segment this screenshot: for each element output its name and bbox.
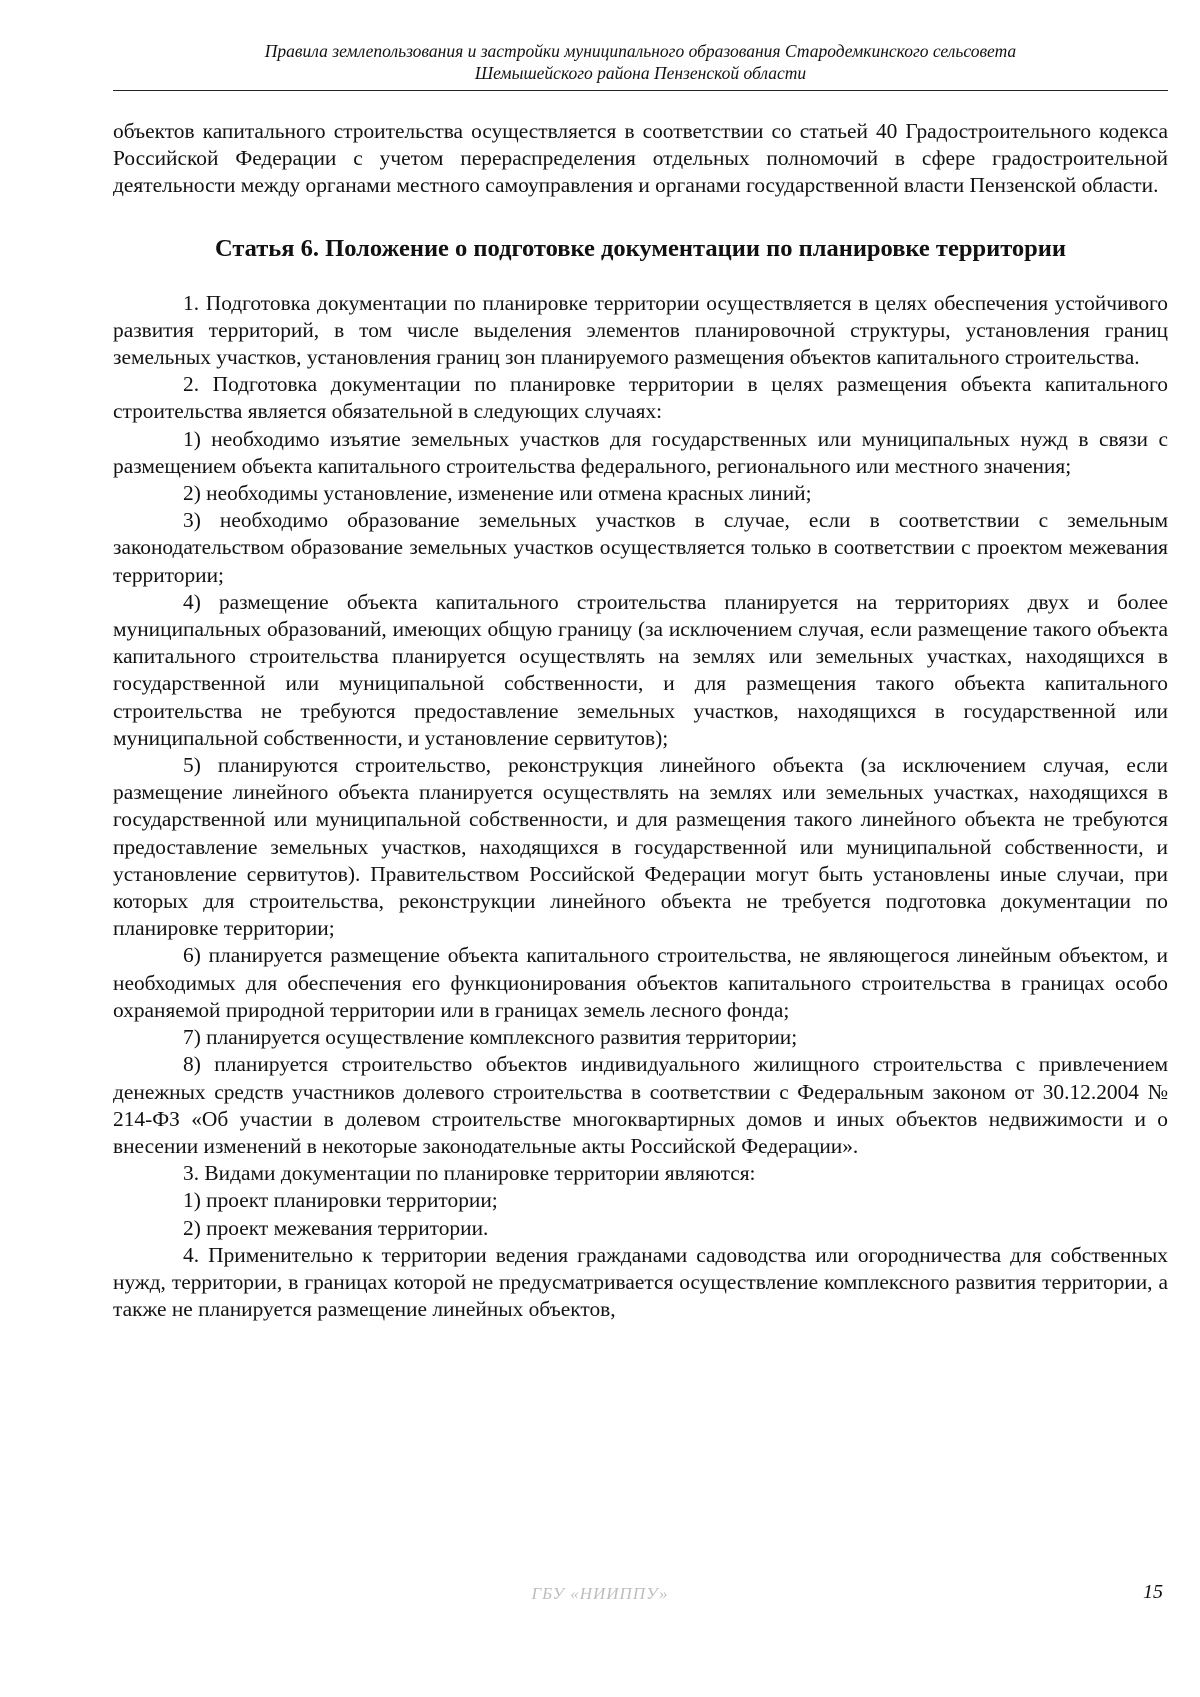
list-item: 8) планируется строительство объектов индивидуального жилищного строительства с привлечением денежных средств участников долевого строительства в соответствии с Федеральным законом от 30.12.2004 № 214-ФЗ «Об участии в долевом строительстве многоквартирных домов и иных объектов недвижимости и о внесении изменений в некоторые законодательные акты Российской Федерации». — [113, 1052, 1168, 1158]
list-item: 4) размещение объекта капитального строительства планируется на территориях двух и более муниципальных образований, имеющих общую границу (за исключением случая, если размещение такого объекта капитального строительства планируется осуществлять на землях или земельных участках, находящихся в государственной или муниципальной собственности, и для размещения такого объекта капитального строительства не требуются предоставление земельных участков, находящихся в государственной или муниципальной собственности, и установление сервитутов); — [113, 589, 1168, 750]
list-item: 1) проект планировки территории; — [183, 1188, 498, 1213]
header-line-1: Правила землепользования и застройки муниципального образования Стародемкинского сельсовета — [264, 41, 1017, 61]
document-body — [113, 118, 1168, 1323]
list-item: 5) планируются строительство, реконструкция линейного объекта (за исключением случая, если размещение линейного объекта планируется осуществлять на землях или земельных участках, находящихся в государственной или муниципальной собственности, и для размещения такого линейного объекта не требуются предоставление земельных участков, находящихся в государственной или муниципальной собственности, и установление сервитутов). Правительством Российской Федерации могут быть установлены иные случаи, при которых для строительства, реконструкции линейного объекта не требуется подготовка документации по планировке территории; — [113, 753, 1168, 941]
footer-organization: ГБУ «НИИППУ» — [531, 1584, 669, 1603]
paragraph: 2. Подготовка документации по планировке территории в целях размещения объекта капитального строительства является обязательной в следующих случаях: — [113, 372, 1168, 424]
paragraph: 4. Применительно к территории ведения гражданами садоводства или огородничества для собственных нужд, территории, в границах которой не предусматривается осуществление комплексного развития территории, а также не планируется размещение линейных объектов, — [113, 1242, 1168, 1322]
running-header — [113, 40, 1168, 84]
article-heading: Статья 6. Положение о подготовке документации по планировке территории — [214, 234, 1067, 262]
list-item: 7) планируется осуществление комплексного развития территории; — [183, 1025, 798, 1050]
list-item: 3) необходимо образование земельных участков в случае, если в соответствии с земельным законодательством образование земельных участков осуществляется только в соответствии с проектом межевания территории; — [113, 508, 1168, 587]
paragraph: 3. Видами документации по планировке территории являются: — [183, 1161, 756, 1186]
header-line-2: Шемышейского района Пензенской области — [474, 63, 807, 83]
list-item: 6) планируется размещение объекта капитального строительства, не являющегося линейным объектом, и необходимых для обеспечения его функционирования объектов капитального строительства в границах особо охраняемой природной территории или в границах земель лесного фонда; — [113, 943, 1168, 1022]
list-item: 2) необходимы установление, изменение или отмена красных линий; — [183, 481, 812, 506]
header-divider — [113, 90, 1168, 91]
paragraph: 1. Подготовка документации по планировке территории осуществляется в целях обеспечения устойчивого развития территорий, в том числе выделения элементов планировочной структуры, установления границ земельных участков, установления границ зон планируемого размещения объектов капитального строительства. — [113, 290, 1168, 370]
list-item: 2) проект межевания территории. — [183, 1215, 489, 1240]
page-number: 15 — [1143, 1581, 1163, 1603]
intro-paragraph: объектов капитального строительства осуществляется в соответствии со статьей 40 Градостроительного кодекса Российской Федерации с учетом перераспределения отдельных полномочий в сфере градостроительной деятельности между органами местного самоуправления и органами государственной власти Пензенской области. — [113, 119, 1168, 198]
list-item: 1) необходимо изъятие земельных участков для государственных или муниципальных нужд в связи с размещением объекта капитального строительства федерального, регионального или местного значения; — [113, 426, 1168, 478]
